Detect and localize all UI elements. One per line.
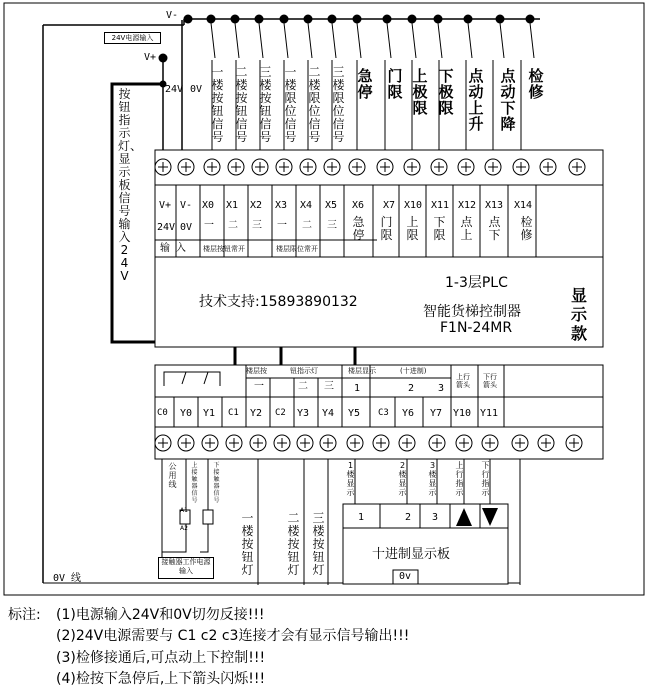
group-input-label: 输 入 [160, 243, 187, 254]
display-board-title: 十进制显示板 [372, 547, 451, 562]
display-signal-label: 上行指示 [455, 461, 464, 497]
v-plus-junction-dot [159, 54, 168, 63]
signal-label: 上极限 [412, 67, 428, 117]
signal-label: 一楼限位信号 [284, 65, 297, 144]
output-terminal-label: Y11 [480, 408, 499, 419]
input-terminal-label: X0 [202, 200, 215, 211]
bus-junction-dot [383, 15, 392, 24]
controller-title: 1-3层PLC [445, 275, 508, 291]
switch-contact [211, 23, 215, 58]
output-terminal-label: Y4 [322, 408, 335, 419]
lamp-label: 三楼按钮灯 [312, 511, 325, 577]
switch-contact [530, 23, 534, 58]
v0-label: 0V [190, 84, 203, 95]
display-signal-label: 3楼显示 [428, 461, 437, 497]
display-board-0v: 0v [399, 571, 412, 582]
group-floor-display-label: 楼层显示 [348, 367, 376, 375]
bus-junction-dot [496, 15, 505, 24]
display-signal-label: 1楼显示 [346, 461, 355, 497]
notes-section [0, 600, 650, 695]
switch-contact [284, 23, 288, 58]
zero-v-line-label: 0V 线 [53, 573, 82, 584]
output-terminal-label: Y10 [453, 408, 472, 419]
down-contactor-label: 下 接 触 器 信 号 [213, 462, 220, 504]
signal-label: 二楼按钮信号 [235, 65, 248, 144]
input-terminal-label: X12 [458, 200, 477, 211]
output-terminal-label: C1 [228, 408, 239, 418]
floor-number: 一 [254, 381, 264, 392]
bus-junction-dot [526, 15, 535, 24]
bus-junction-dot [353, 15, 362, 24]
bus-junction-dot [408, 15, 417, 24]
note-item: (2)24V电源需要与 C1 c2 c3连接才会有显示信号输出!!! [56, 628, 410, 644]
signal-label: 三楼按钮信号 [259, 65, 272, 144]
switch-contact [308, 23, 312, 58]
input-terminal-sublabel: 三 [252, 220, 262, 231]
output-terminal-label: Y0 [180, 408, 193, 419]
input-terminal-sublabel: 24V [157, 222, 176, 233]
v-plus-label: V+ [144, 52, 157, 63]
floor-number: 二 [298, 381, 308, 392]
floor-number: 三 [324, 381, 334, 392]
common-line-label: 公用线 [168, 462, 177, 489]
switch-contact [357, 23, 361, 58]
input-terminal-sublabel: 检修 [520, 215, 533, 242]
note-item: (1)电源输入24V和0V切勿反接!!! [56, 607, 265, 623]
note-item: (4)检按下急停后,上下箭头闪烁!!! [56, 671, 266, 687]
bus-junction-dot [464, 15, 473, 24]
power-input-box: 24V电源输入 [104, 32, 161, 44]
input-terminal-sublabel: 三 [327, 220, 337, 231]
input-terminal-sublabel: 点上 [460, 215, 473, 242]
output-terminal-label: C3 [378, 408, 389, 418]
output-terminal-label: Y3 [297, 408, 310, 419]
group-button-light-label: 钮指示灯 [290, 367, 318, 375]
a2-label: A2 [180, 525, 188, 532]
output-terminal-label: Y1 [203, 408, 216, 419]
input-terminal-sublabel: 一 [277, 220, 287, 231]
signal-label: 下极限 [438, 67, 454, 117]
switch-contact [500, 23, 504, 58]
display-number: 2 [408, 383, 415, 394]
input-terminal-sublabel: 二 [228, 220, 238, 231]
bus-junction-dot [231, 15, 240, 24]
group-floor-button-light-label: 楼层按 [246, 367, 267, 375]
switch-contact [387, 23, 391, 58]
input-terminal-label: X6 [352, 200, 365, 211]
display-number: 1 [354, 383, 361, 394]
up-arrow-output-label: 上行箭头 [456, 373, 470, 389]
bus-junction-dot [207, 15, 216, 24]
display-input-1: 1 [358, 512, 365, 523]
signal-label: 点动上升 [468, 67, 484, 133]
controller-name: 智能货梯控制器 [423, 304, 521, 320]
group-decimal-label: (十进制) [400, 367, 427, 375]
input-terminal-label: V+ [159, 200, 172, 211]
switch-contact [235, 23, 239, 58]
input-terminal-sublabel: 下限 [433, 215, 446, 242]
input-terminal-label: X14 [514, 200, 533, 211]
bus-junction-dot [328, 15, 337, 24]
v-minus-label: V- [166, 10, 179, 21]
display-input-2: 2 [405, 512, 412, 523]
output-terminal-label: C0 [157, 408, 168, 418]
input-terminal-label: V- [180, 200, 193, 211]
up-contactor-label: 上 接 触 器 信 号 [191, 462, 198, 504]
switch-contact [468, 23, 472, 58]
display-number: 3 [438, 383, 445, 394]
switch-contact [332, 23, 336, 58]
signal-label: 三楼限位信号 [332, 65, 345, 144]
lamp-label: 二楼按钮灯 [287, 511, 300, 577]
left-vertical-label: 按钮指示灯、显示板信号输入24V [118, 87, 143, 283]
output-terminal-label: Y5 [348, 408, 361, 419]
lamp-label: 一楼按钮灯 [241, 511, 254, 577]
note-item: (3)检修接通后,可点动上下控制!!! [56, 650, 266, 666]
input-terminal-label: X5 [325, 200, 338, 211]
group-floor-button-label: 楼层按钮常开 [203, 245, 245, 253]
input-terminal-label: X7 [383, 200, 396, 211]
input-terminal-sublabel: 上限 [406, 215, 419, 242]
bus-junction-dot [304, 15, 313, 24]
v24-label: 24V [165, 84, 184, 95]
display-signal-label: 下行指示 [481, 461, 490, 497]
input-terminal-sublabel: 急停 [352, 215, 365, 242]
bus-junction-dot [434, 15, 443, 24]
signal-label: 点动下降 [500, 67, 516, 133]
signal-label: 检修 [528, 67, 544, 101]
contactor-power-box: 接触器工作电源输入 [158, 557, 214, 579]
input-terminal-label: X3 [275, 200, 288, 211]
output-terminal-label: Y7 [430, 408, 443, 419]
signal-label: 一楼按钮信号 [211, 65, 224, 144]
controller-model: F1N-24MR [440, 320, 513, 336]
input-terminal-sublabel: 点下 [488, 215, 501, 242]
bus-junction-dot [255, 15, 264, 24]
input-terminal-sublabel: 0V [180, 222, 193, 233]
output-terminal-label: Y6 [402, 408, 415, 419]
input-terminal-sublabel: 二 [302, 220, 312, 231]
output-terminal-label: Y2 [250, 408, 263, 419]
signal-label: 急停 [357, 67, 373, 101]
switch-contact [438, 23, 442, 58]
a1-label: A1 [180, 507, 188, 514]
signal-label: 门限 [387, 67, 403, 101]
support-phone: 技术支持:15893890132 [199, 294, 358, 310]
display-input-3: 3 [432, 512, 439, 523]
switch-contact [412, 23, 416, 58]
display-signal-label: 2楼显示 [398, 461, 407, 497]
notes-label: 标注: [8, 607, 41, 623]
input-terminal-label: X11 [431, 200, 450, 211]
output-terminal-label: C2 [275, 408, 286, 418]
input-terminal-label: X4 [300, 200, 313, 211]
bus-junction-dot [280, 15, 289, 24]
signal-label: 二楼限位信号 [308, 65, 321, 144]
display-type-label: 显示款 [570, 286, 587, 343]
bus-junction-dot [184, 15, 193, 24]
input-terminal-label: X13 [485, 200, 504, 211]
down-arrow-output-label: 下行箭头 [483, 373, 497, 389]
input-terminal-label: X2 [250, 200, 263, 211]
input-terminal-label: X10 [404, 200, 423, 211]
input-terminal-label: X1 [226, 200, 239, 211]
input-terminal-sublabel: 门限 [380, 215, 393, 242]
group-floor-limit-label: 楼层限位常开 [276, 245, 318, 253]
switch-contact [259, 23, 263, 58]
input-terminal-sublabel: 一 [204, 220, 214, 231]
